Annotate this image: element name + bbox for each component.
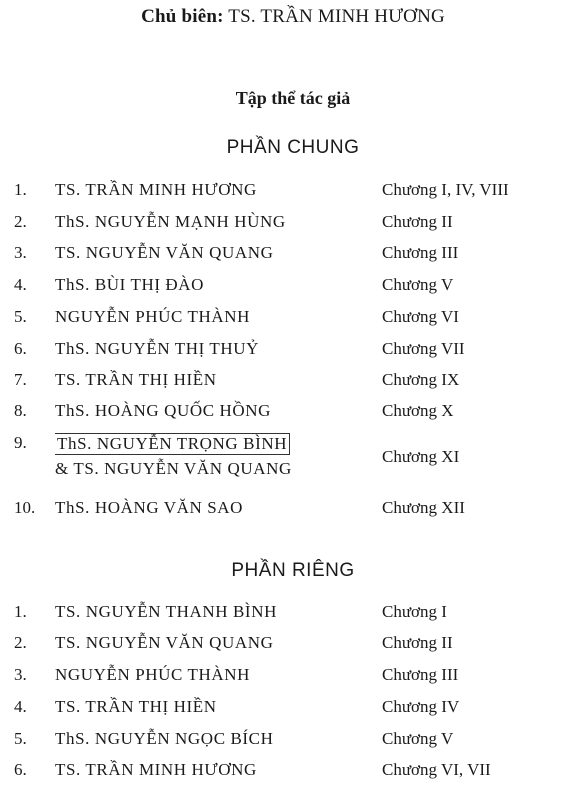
editor-line xyxy=(0,6,586,28)
authors-subtitle: Tập thể tác giả xyxy=(235,88,351,108)
chapter-label: Chương VI xyxy=(382,307,459,326)
row-number: 1. xyxy=(14,602,27,621)
author-name: TS. NGUYỄN THANH BÌNH xyxy=(55,602,277,621)
row-number: 6. xyxy=(14,760,27,779)
section-title-general: PHẦN CHUNG xyxy=(226,137,360,158)
chapter-label: Chương IV xyxy=(382,697,460,716)
chapter-label: Chương III xyxy=(382,243,459,262)
chapter-label: Chương V xyxy=(382,729,454,748)
author-name: ThS. HOÀNG QUỐC HỒNG xyxy=(55,401,271,420)
chapter-label: Chương VI, VII xyxy=(382,760,491,779)
row-number: 10. xyxy=(14,498,36,517)
editor-name: TS. TRẦN MINH HƯƠNG xyxy=(228,6,445,27)
author-name: ThS. HOÀNG VĂN SAO xyxy=(55,498,244,517)
author-name-second: & TS. NGUYỄN VĂN QUANG xyxy=(55,459,292,478)
author-name: ThS. NGUYỄN NGỌC BÍCH xyxy=(55,729,274,748)
chapter-label: Chương II xyxy=(382,633,453,652)
chapter-label: Chương X xyxy=(382,401,454,420)
author-name: ThS. NGUYỄN TRỌNG BÌNH xyxy=(55,433,290,455)
chapter-label: Chương V xyxy=(382,275,454,294)
row-number: 3. xyxy=(14,243,27,262)
row-number: 2. xyxy=(14,633,27,652)
row-number: 9. xyxy=(14,433,27,452)
chapter-label: Chương I xyxy=(382,602,447,621)
chapter-label: Chương XI xyxy=(382,447,460,466)
author-name: ThS. BÙI THỊ ĐÀO xyxy=(55,275,205,294)
author-name: TS. TRẦN MINH HƯƠNG xyxy=(55,760,257,779)
editor-label: Chủ biên: xyxy=(141,6,224,27)
author-name: ThS. NGUYỄN MẠNH HÙNG xyxy=(55,212,286,231)
row-number: 7. xyxy=(14,370,27,389)
author-name: NGUYỄN PHÚC THÀNH xyxy=(55,665,251,684)
author-name: TS. TRẦN THỊ HIỀN xyxy=(55,697,217,716)
author-name: TS. TRẦN THỊ HIỀN xyxy=(55,370,217,389)
author-name: NGUYỄN PHÚC THÀNH xyxy=(55,307,251,326)
row-number: 4. xyxy=(14,697,27,716)
row-number: 8. xyxy=(14,401,27,420)
row-number: 1. xyxy=(14,180,27,199)
chapter-label: Chương IX xyxy=(382,370,460,389)
author-name: TS. NGUYỄN VĂN QUANG xyxy=(55,633,274,652)
row-number: 6. xyxy=(14,339,27,358)
row-number: 3. xyxy=(14,665,27,684)
chapter-label: Chương VII xyxy=(382,339,465,358)
chapter-label: Chương II xyxy=(382,212,453,231)
section-title-specific: PHẦN RIÊNG xyxy=(231,560,355,581)
chapter-label: Chương XII xyxy=(382,498,465,517)
chapter-label: Chương I, IV, VIII xyxy=(382,180,509,199)
author-name: TS. NGUYỄN VĂN QUANG xyxy=(55,243,274,262)
row-number: 2. xyxy=(14,212,27,231)
author-name: TS. TRẦN MINH HƯƠNG xyxy=(55,180,257,199)
row-number: 5. xyxy=(14,307,27,326)
author-name: ThS. NGUYỄN THỊ THUỶ xyxy=(55,339,260,358)
chapter-label: Chương III xyxy=(382,665,459,684)
row-number: 5. xyxy=(14,729,27,748)
row-number: 4. xyxy=(14,275,27,294)
